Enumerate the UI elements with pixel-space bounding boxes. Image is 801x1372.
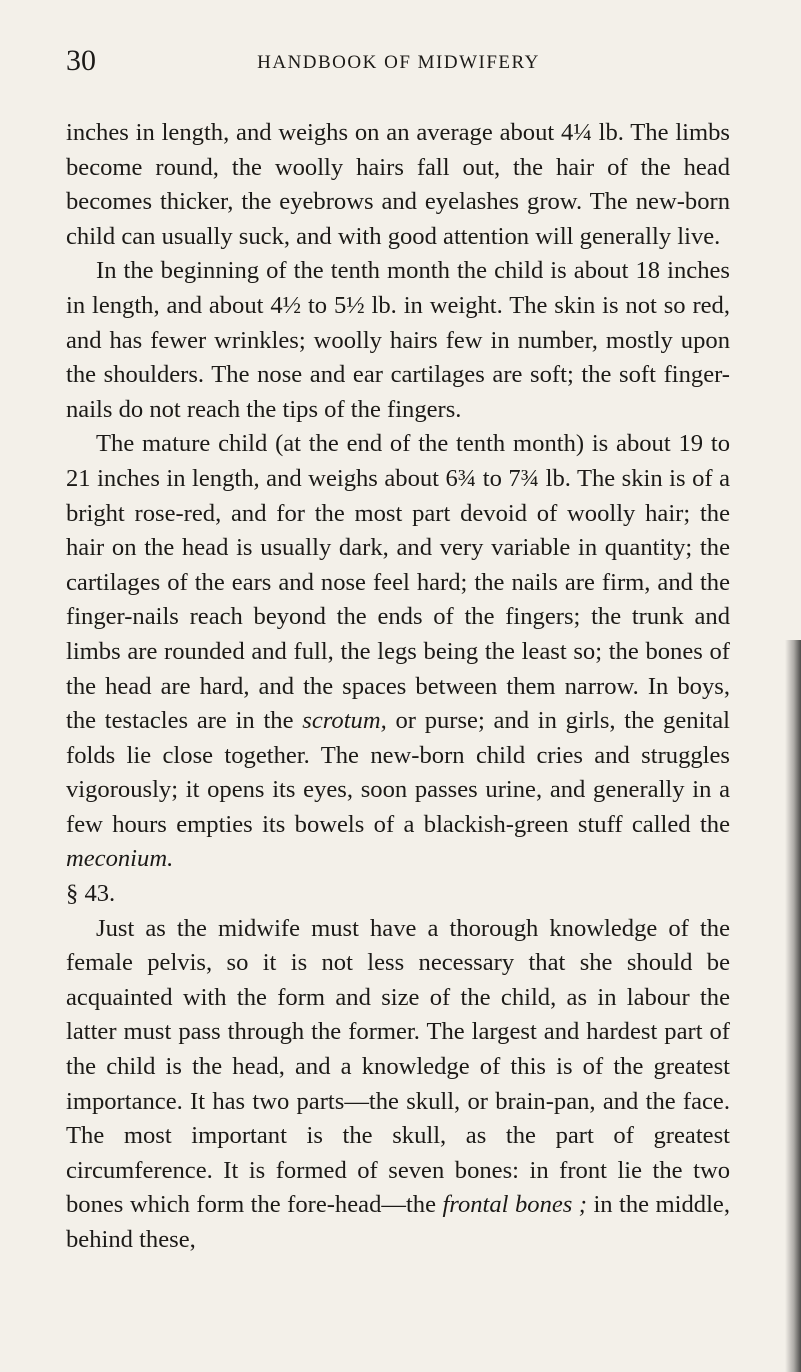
- paragraph-3-text-b: or purse; and in girls, the genital folds lie close together. The new-born child cries and struggles vigorously; it opens its eyes, soon passes urine, and generally in a few hours empties its bowels of a blackish-green stuff called the: [66, 707, 730, 838]
- paragraph-1: inches in length, and weighs on an average about 4¼ lb. The limbs become round, the woolly hairs fall out, the hair of the head becomes thicker, the eyebrows and eyelashes grow. The new-born child can usually suck, and with good attention will generally live.: [66, 119, 730, 250]
- term-meconium: meconium.: [66, 845, 174, 873]
- page-edge-shadow: [785, 640, 801, 1372]
- page-header: [66, 44, 731, 84]
- section-heading: § 43.: [66, 880, 116, 908]
- paragraph-4: [66, 912, 730, 1258]
- paragraph-3: [66, 427, 730, 877]
- term-scrotum: scrotum,: [302, 707, 387, 735]
- body-text: [66, 116, 730, 1258]
- paragraph-2: In the beginning of the tenth month the child is about 18 inches in length, and about 4½ to 5½ lb. in weight. The skin is not so red, and has fewer wrinkles; woolly hairs few in number, mostly upon the shoulders. The nose and ear cartilages are soft; the soft finger-nails do not reach the tips of the fingers.: [66, 257, 730, 423]
- term-frontal-bones: frontal bones ;: [442, 1191, 587, 1219]
- running-head: HANDBOOK OF MIDWIFERY: [257, 52, 540, 73]
- paragraph-3-text-a: The mature child (at the end of the tenth month) is about 19 to 21 inches in length, and weighs about 6¾ to 7¾ lb. The skin is of a bright rose-red, and for the most part devoid of woolly hair; the hair on the head is usually dark, and very variable in quantity; the cartilages of the ears and nose feel hard; the nails are firm, and the finger-nails reach beyond the ends of the fingers; the trunk and limbs are rounded and full, the legs being the least so; the bones of the head are hard, and the spaces between them narrow. In boys, the testacles are in the: [66, 430, 730, 735]
- paragraph-4-text-b: in the middle, behind these,: [66, 1191, 730, 1253]
- paragraph-4-text-a: Just as the midwife must have a thorough knowledge of the female pelvis, so it is not less necessary that she should be acquainted with the form and size of the child, as in labour the latter must pass through the former. The largest and hardest part of the child is the head, and a knowledge of this is of the greatest importance. It has two parts—the skull, or brain-pan, and the face. The most important is the skull, as the part of greatest circumference. It is formed of seven bones: in front lie the two bones which form the fore-head—the: [66, 914, 730, 1219]
- page-number: 30: [66, 44, 96, 77]
